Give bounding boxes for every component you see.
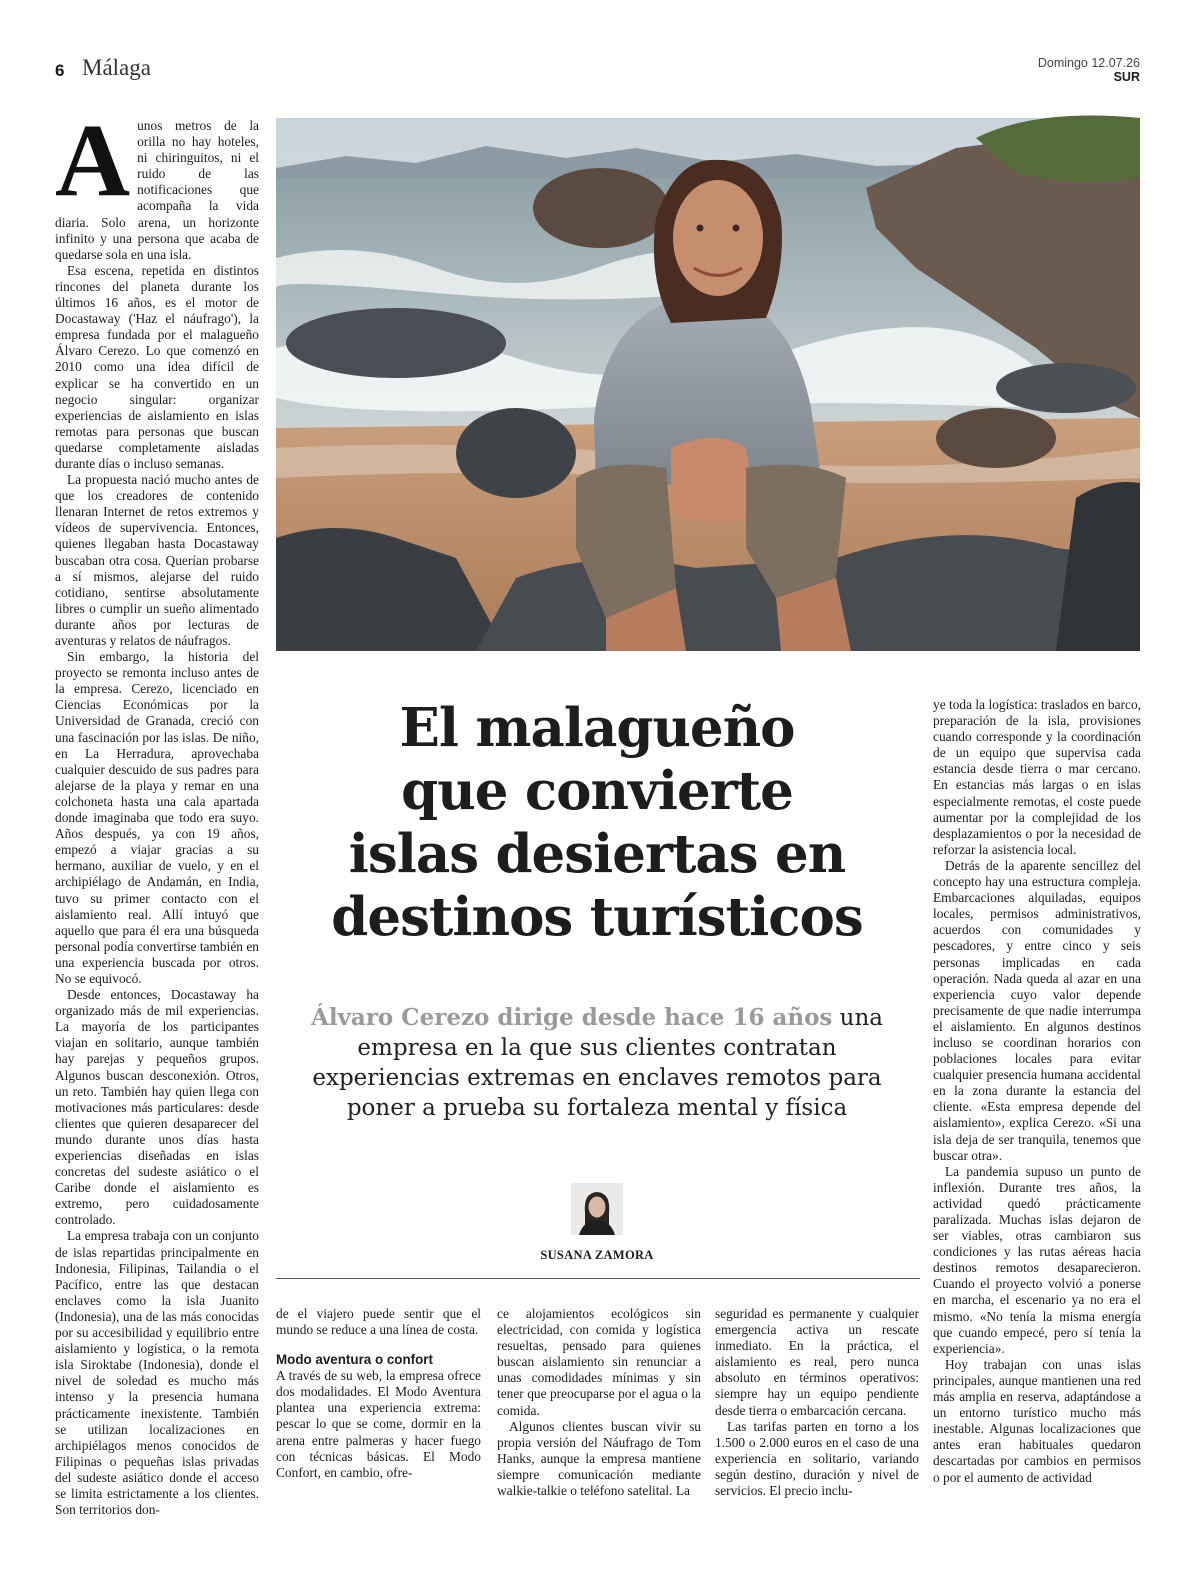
author-portrait-icon [571,1183,623,1235]
drop-cap: A [55,103,131,218]
paragraph: Esa escena, repetida en distintos rincones del planeta durante los últimos 16 años, es el motor de Docastaway ('Haz el náufrago'), la empresa fundada por el malagueño Álvaro Cerezo. Lo que comenzó en 2010 como una idea difícil de explicar se ha convertido en un negocio singular: organizar experiencias de aislamiento en islas remotas para personas que buscan quedarse completamente aisladas durante días o incluso semanas. [55,262,259,471]
section-name: Málaga [82,55,151,80]
paragraph: Hoy trabajan con unas islas principales, aunque mantienen una red más amplia en reserva, adaptándose a un entorno turístico mucho más inestable. Algunas localizaciones que antes eran habituales quedaron descartadas por cambios en permisos o por el aumento de actividad [933,1356,1141,1485]
photo-illustration [276,118,1140,651]
paragraph: A través de su web, la empresa ofrece dos modalidades. El Modo Aventura plantea una experiencia extrema: pescar lo que se come, dormir en la arena entre palmeras y hacer fuego con técnicas básicas. El Modo Confort, en cambio, ofre- [276,1368,481,1480]
headline-line: que convierte [401,760,793,822]
page-number: 6 [55,61,65,80]
paragraph: Desde entonces, Docastaway ha organizado más de mil experiencias. La mayoría de los participantes viajan en solitario, aunque también hay parejas y pequeños grupos. Algunos buscan desconexión. Otros, un reto. También hay quien llega con motivaciones más particulares: desde clientes que quieren desaparecer del mundo durante unos días hasta experiencias diseñadas en islas concretas del sudeste asiático o el Caribe donde el aislamiento es extremo, pero cuidadosamente controlado. [55,987,259,1228]
headline-line: destinos turísticos [331,886,863,948]
paragraph: unos metros de la orilla no hay hoteles, ni chiringuitos, ni el ruido de las notificaciones que acompaña la vida diaria. Solo arena, un horizonte infinito y una persona que acaba de quedarse sola en una isla. [55,118,259,262]
paragraph: ce alojamientos ecológicos sin electricidad, con comida y logística resueltas, pensado para quienes buscan aislamiento sin renunciar a unas comodidades mínimas y sin tener que preocuparse por el agua o la comida. [497,1306,701,1418]
paragraph: seguridad es permanente y cualquier emergencia activa un rescate inmediato. En la práctica, el aislamiento es real, pero nunca absoluto en términos operativos: siempre hay un equipo pendiente desde tierra o embarcación cercana. [715,1306,919,1418]
article-column-2 [276,1306,481,1481]
deck-lead: Álvaro Cerezo dirige desde hace 16 años [310,1004,833,1031]
paragraph: La empresa trabaja con un conjunto de islas repartidas principalmente en Indonesia, Filipinas, Tailandia o el Pacífico, entre las que destacan enclaves como la isla Juanito (Indonesia), una de las más conocidas por su accesibilidad y equilibrio entre aislamiento y logística, o la remota isla Siroktabe (Indonesia), donde el nivel de soledad es mucho más intenso y la presencia humana prácticamente inexistente. También se utilizan localizaciones en archipiélagos menos conocidos de Filipinas o pequeñas islas privadas del sudeste asiático donde el acceso se limita estrictamente a los clientes. Son territorios don- [55,1228,259,1518]
deck-text: una empresa en la que sus clientes contratan experiencias extremas en enclaves remotos para poner a prueba su fortaleza mental y física [312,1005,884,1121]
article-column-3 [497,1306,701,1499]
author-byline: SUSANA ZAMORA [540,1248,654,1262]
headline-line: El malagueño [399,697,795,759]
article-column-5 [933,697,1141,1485]
article-photo [276,118,1140,651]
headline [290,697,904,949]
divider [276,1278,920,1279]
paragraph: Algunos clientes buscan vivir su propia versión del Náufrago de Tom Hanks, aunque la empresa mantiene siempre comunicación mediante walkie-talkie o teléfono satelital. La [497,1418,701,1499]
author-avatar [571,1183,623,1235]
subheadline-deck [300,1003,894,1123]
masthead: SUR [1113,70,1140,84]
paragraph: La pandemia supuso un punto de inflexión. Durante tres años, la actividad quedó prácticamente paralizada. Muchas islas dejaron de ser viables, otras cambiaron sus condiciones y las rutas aéreas hacia destinos remotos desaparecieron. Cuando el proyecto volvió a ponerse en marcha, el escenario ya no era el mismo. «No tenía la misma energía que cuando empecé, pero sí tenía la experiencia». [933,1163,1141,1356]
paragraph: Sin embargo, la historia del proyecto se remonta incluso antes de la empresa. Cerezo, licenciado en Ciencias Económicas por la Universidad de Granada, creció con una fascinación por las islas. De niño, en La Herradura, aprovechaba cualquier descuido de sus padres para alejarse de la playa y remar en una colchoneta hasta una cala apartada donde imaginaba que todo era suyo. Años después, ya con 19 años, empezó a viajar gracias a su hermano, auxiliar de vuelo, y en el archipiélago de Andamán, en India, tuvo su primer contacto con el aislamiento real. Allí intuyó que aquello que para él era una búsqueda personal podía convertirse también en una experiencia buscada por otros. No se equivocó. [55,649,259,986]
paragraph: Las tarifas parten en torno a los 1.500 o 2.000 euros en el caso de una experiencia en solitario, variando según destino, duración y nivel de servicios. El precio inclu- [715,1418,919,1499]
paragraph: ye toda la logística: traslados en barco, preparación de la isla, provisiones cuando corresponde y la coordinación de un equipo que supervisa cada estancia desde tierra o mar cercano. En estancias más largas o en islas especialmente remotas, el coste puede aumentar por la complejidad de los desplazamientos o por la necesidad de reforzar la asistencia local. [933,697,1141,857]
paragraph: La propuesta nació mucho antes de que los creadores de contenido llenaran Internet de retos extremos y vídeos de supervivencia. Entonces, quienes llegaban hasta Docastaway buscaban otra cosa. Querían probarse a sí mismos, alejarse del ruido cotidiano, sentirse absolutamente libres o cumplir un sueño alimentado durante años por lecturas de aventuras y relatos de náufragos. [55,472,259,648]
article-column-1 [55,103,259,1518]
headline-line: islas desiertas en [348,823,846,885]
article-column-4 [715,1306,919,1499]
paragraph: de el viajero puede sentir que el mundo se reduce a una línea de costa. [276,1306,481,1338]
section-subhead: Modo aventura o confort [276,1352,433,1368]
issue-date: Domingo 12.07.26 [1037,56,1140,70]
paragraph: Detrás de la aparente sencillez del concepto hay una estructura compleja. Embarcaciones alquiladas, equipos locales, permisos administrativos, acuerdos con comunidades y pescadores, y entre cinco y seis personas implicadas en cada operación. Nada queda al azar en una experiencia cuyo valor depende precisamente de que nadie interrumpa el aislamiento. En algunos destinos incluso se coordinan horarios con poblaciones locales para evitar cualquier presencia humana accidental en la zona durante la estancia del cliente. «Esta empresa depende del aislamiento», explica Cerezo. «Si una isla deja de ser tranquila, tenemos que buscar otra». [933,857,1141,1163]
